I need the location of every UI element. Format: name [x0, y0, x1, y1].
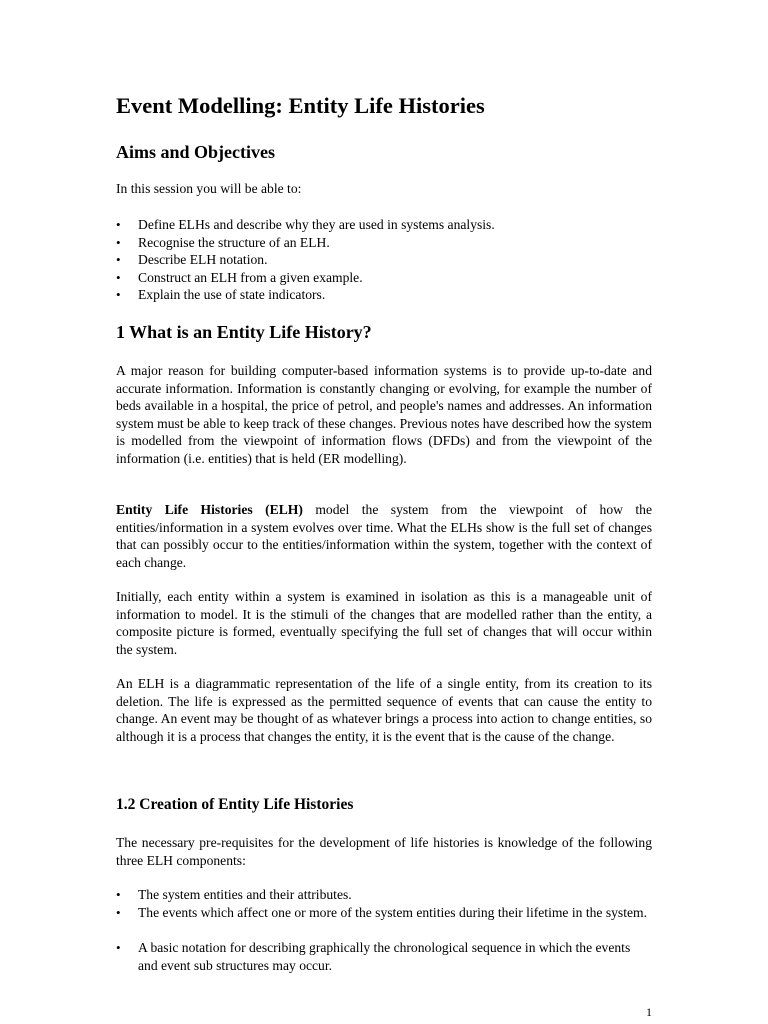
- bullet-icon: •: [116, 234, 121, 250]
- list-item: • Recognise the structure of an ELH.: [116, 234, 330, 250]
- section12-intro: The necessary pre-requisites for the development of life histories is knowledge of the following three ELH components:: [116, 835, 652, 868]
- bullet-icon: •: [116, 252, 121, 267]
- elh-paragraph-text: model the system from the viewpoint of how the entities/information in a system evolves over time. What the ELHs show is the full set of changes that can possibly occur to the entities/information within the system, together with the context of each change.: [116, 502, 652, 570]
- list-item: • The events which affect one or more of the system entities during their lifetime in the system.: [116, 904, 647, 920]
- elh-bold-term: Entity Life Histories (ELH): [116, 502, 303, 517]
- list-item: • Describe ELH notation.: [116, 252, 268, 267]
- document-title: Event Modelling: Entity Life Histories: [116, 93, 485, 118]
- section12-bullet-list: [116, 886, 652, 974]
- document-page: [116, 0, 652, 1024]
- bullet-icon: •: [116, 269, 121, 285]
- list-item: • The system entities and their attributes.: [116, 887, 352, 902]
- list-item: • Define ELHs and describe why they are used in systems analysis.: [116, 217, 495, 232]
- section1-heading: 1 What is an Entity Life History?: [116, 322, 372, 342]
- section1-paragraph: An ELH is a diagrammatic representation of the life of a single entity, from its creation to its deletion. The life is expressed as the permitted sequence of events that can cause the entity to change. An event may be thought of as whatever brings a process into action to change entities, so although it is a process that changes the entity, it is the event that is the cause of the change.: [116, 676, 652, 744]
- bullet-icon: •: [116, 904, 121, 920]
- list-item: • Construct an ELH from a given example.: [116, 269, 363, 285]
- aims-bullet-list: [116, 216, 652, 304]
- page-number: 1: [646, 1005, 652, 1019]
- section12-heading: 1.2 Creation of Entity Life Histories: [116, 796, 354, 813]
- bullet-icon: •: [116, 287, 121, 302]
- elh-definition-paragraph: [116, 501, 652, 571]
- aims-heading: Aims and Objectives: [116, 142, 275, 162]
- section1-paragraph: Initially, each entity within a system is examined in isolation as this is a manageable unit of information to model. It is the stimuli of the changes that are modelled rather than the entity, a composite picture is formed, eventually specifying the full set of changes that will occur within the system.: [116, 589, 652, 657]
- aims-intro: In this session you will be able to:: [116, 181, 302, 196]
- bullet-icon: •: [116, 887, 121, 902]
- list-item: • A basic notation for describing graphically the chronological sequence in which the events and event sub structures may occur.: [116, 940, 631, 973]
- list-item: • Explain the use of state indicators.: [116, 287, 326, 302]
- bullet-icon: •: [116, 940, 121, 955]
- bullet-icon: •: [116, 217, 121, 232]
- section1-paragraph: A major reason for building computer-based information systems is to provide up-to-date and accurate information. Information is constantly changing or evolving, for example the number of beds available in a hospital, the price of petrol, and people's names and addresses. An information system must be able to keep track of these changes. Previous notes have described how the system is modelled from the viewpoint of information flows (DFDs) and from the viewpoint of the information (i.e. entities) that is held (ER modelling).: [116, 363, 652, 466]
